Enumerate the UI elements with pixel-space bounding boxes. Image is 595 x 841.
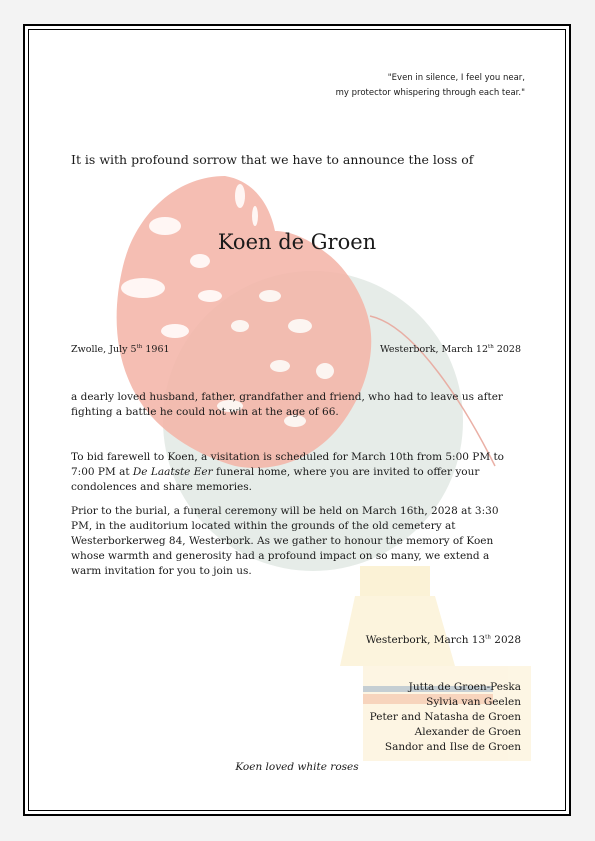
epigraph-quote	[25, 71, 525, 101]
funeral-home-name: De Laatste Eer	[132, 466, 213, 478]
signer: Jutta de Groen-Peska	[408, 681, 521, 693]
signer: Peter and Natasha de Groen	[369, 711, 521, 723]
quote-line-1: "Even in silence, I feel you near,	[387, 73, 525, 83]
signer: Sylvia van Geelen	[426, 696, 521, 708]
signers-list	[370, 680, 521, 755]
death-day-suffix: th	[488, 343, 494, 350]
deceased-name: Koen de Groen	[217, 230, 377, 254]
visitation-text-1: To bid farewell to Koen, a visitation is scheduled for March 10th from 5:00 PM to 7:00 PM at	[71, 451, 504, 478]
birth-year: 1961	[142, 344, 170, 355]
birth-date	[71, 344, 170, 355]
signing-day-suffix: th	[485, 634, 491, 641]
signer: Sandor and Ilse de Groen	[384, 741, 521, 753]
quote-line-2: my protector whispering through each tear."	[335, 88, 525, 98]
signing-year: 2028	[490, 634, 521, 646]
visitation-text-2: funeral home, where you are invited to offer your condolences and share memories.	[71, 466, 480, 493]
signing-place-month: Westerbork, March 13	[365, 634, 486, 646]
notice-page	[23, 24, 571, 816]
death-date	[380, 344, 521, 355]
ceremony-paragraph: Prior to the burial, a funeral ceremony will be held on March 16th, 2028 at 3:30 PM, in the auditorium located within the grounds of the old cemetery at Westerborkerweg 84, Westerbork. As we gather to honour the memory of Koen whose warmth and generosity had a profound impact on so many, we extend a warm invitation for you to join us.	[71, 505, 499, 577]
visitation-paragraph	[71, 450, 511, 495]
signer: Alexander de Groen	[414, 726, 521, 738]
birth-place-month: Zwolle, July 5	[71, 344, 137, 355]
death-year: 2028	[493, 344, 521, 355]
signing-date	[366, 634, 521, 646]
tribute-paragraph: a dearly loved husband, father, grandfather and friend, who had to leave us after fighting a battle he could not win at the age of 66.	[71, 391, 503, 418]
announcement-line: It is with profound sorrow that we have to announce the loss of	[71, 152, 474, 167]
birth-day-suffix: th	[136, 343, 143, 350]
closing-note: Koen loved white roses	[235, 761, 359, 773]
death-place-month: Westerbork, March 12	[379, 344, 489, 355]
